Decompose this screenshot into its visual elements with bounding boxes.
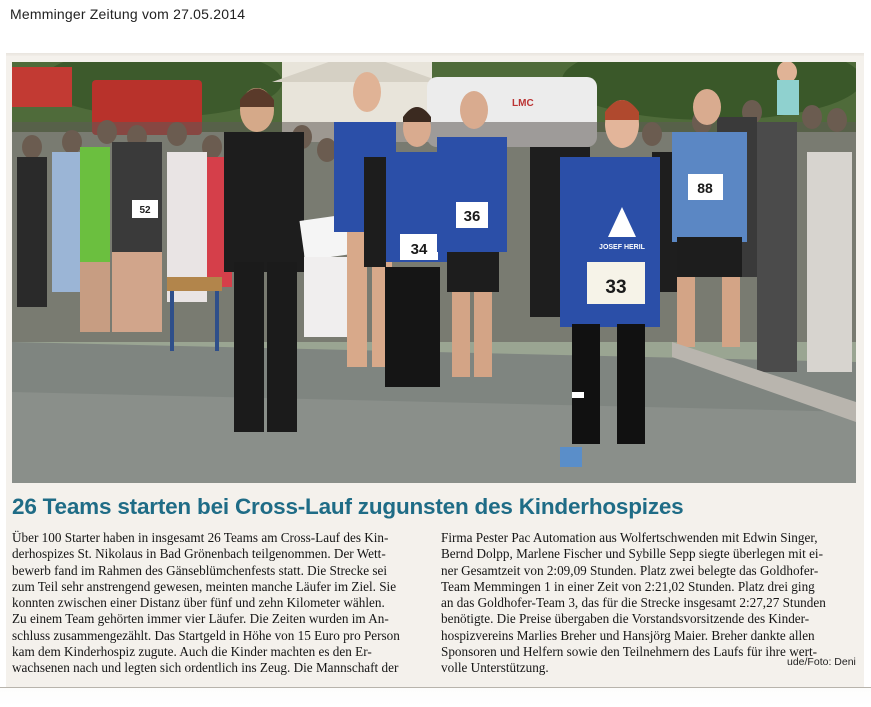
article-line: benötigte. Die Preise übergaben die Vorstandsvorsitzende des Kinder-: [441, 611, 810, 627]
article-line: Team Memmingen 1 in einer Zeit von 2:21,02 Stunden. Platz drei ging: [441, 578, 815, 594]
article-line: Über 100 Starter haben in insgesamt 26 Teams am Cross-Lauf des Kin-: [12, 530, 389, 545]
article-line: zum Teil sehr anstrengend gewesen, meinten manche Läufer im Ziel. Sie: [12, 578, 397, 594]
article-column-left: [12, 530, 430, 677]
article-line: wachsenen nach und legten sich ordentlich ins Zeug. Die Mannschaft der: [12, 660, 399, 676]
article-line: Sponsoren und Helfern sowie den Teilnehmern des Laufs für ihre wert-: [441, 644, 818, 660]
bib-34: 34: [410, 241, 428, 258]
article-line: hospizvereins Marlies Breher und Hansjörg Maier. Breher dankte allen: [441, 627, 815, 643]
article-line: an das Goldhofer-Team 3, das für die Strecke insgesamt 2:27,27 Stunden: [441, 595, 826, 611]
article-line: schluss zusammengezählt. Das Startgeld in Höhe von 15 Euro pro Person: [12, 627, 400, 643]
bib-33: 33: [605, 277, 627, 298]
bleed-through-area: [0, 688, 871, 707]
article-line: ner Gesamtzeit von 2:09,09 Stunden. Platz zwei belegte das Goldhofer-: [441, 562, 819, 578]
photo-credit: ude/Foto: Deni: [787, 656, 856, 668]
source-line: Memminger Zeitung vom 27.05.2014: [10, 6, 246, 22]
article-line: kam dem Kinderhospiz zugute. Auch die Kinder machten es den Er-: [12, 644, 372, 660]
article-column-right: [441, 530, 859, 677]
article-line: konnten zwischen einer Distanz über fünf und zehn Kilometer wählen.: [12, 595, 385, 611]
article-headline: 26 Teams starten bei Cross-Lauf zugunsten des Kinderhospizes: [12, 494, 684, 519]
race-photo: [12, 62, 856, 483]
article-line: volle Unterstützung.: [441, 660, 549, 676]
article-line: Firma Pester Pac Automation aus Wolfertschwenden mit Edwin Singer,: [441, 530, 818, 545]
bib-36: 36: [463, 208, 481, 225]
race-photo-illustration: [12, 62, 856, 483]
article-line: Bernd Dolpp, Marlene Fischer und Sybille Sepp siegte überlegen mit ei-: [441, 546, 823, 562]
article-line: Zu einem Team gehörten immer vier Läufer. Die Zeiten wurden im An-: [12, 611, 389, 627]
article-line: derhospizes St. Nikolaus in Bad Grönenbach teilgenommen. Der Wett-: [12, 546, 386, 562]
article-line: bewerb fand im Rahmen des Gänseblümchenfests statt. Die Strecke sei: [12, 562, 388, 578]
bib-52: 52: [139, 205, 151, 216]
shirt-logo: JOSEF HERIL: [599, 244, 645, 251]
bib-88: 88: [697, 180, 713, 196]
van-logo: LMC: [512, 98, 534, 109]
